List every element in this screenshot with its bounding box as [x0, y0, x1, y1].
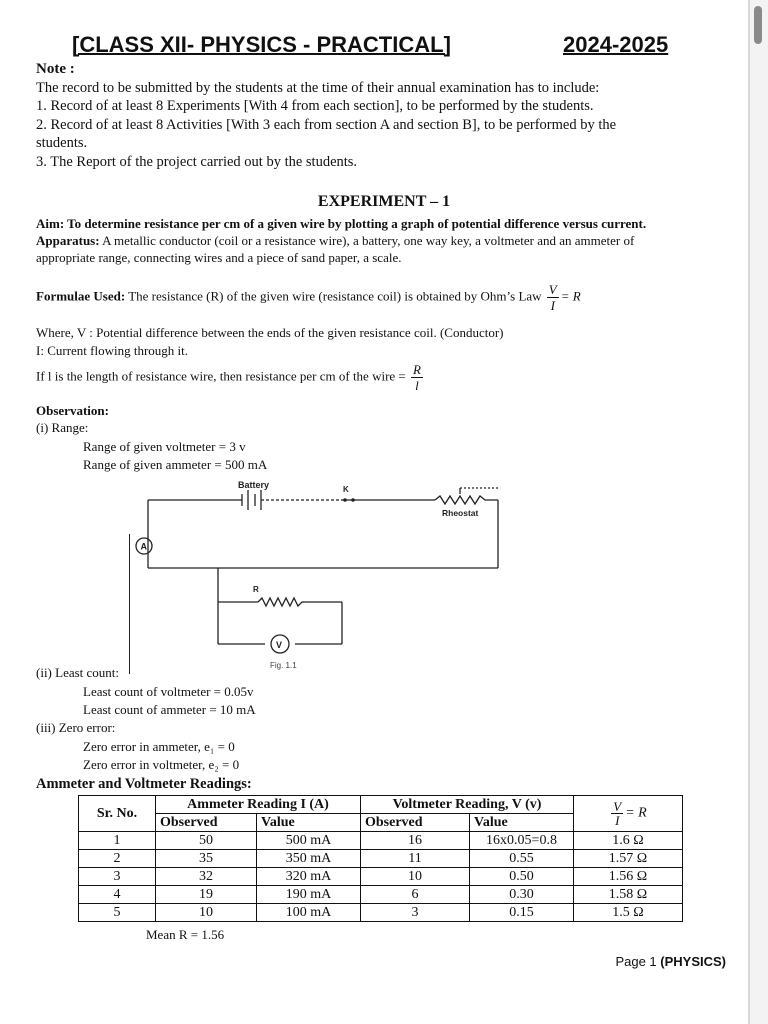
formula-line — [36, 282, 581, 313]
cell-voltmeter-value: 0.50 — [470, 868, 574, 886]
header-ammeter: Ammeter Reading I (A) — [156, 796, 361, 814]
sub-value-voltmeter: Value — [470, 814, 574, 832]
cell-voltmeter-observed: 3 — [361, 904, 470, 922]
table-caption: Ammeter and Voltmeter Readings: — [36, 776, 252, 792]
cell-resistance: 1.5 Ω — [574, 904, 683, 922]
title-text: [CLASS XII- PHYSICS - PRACTICAL] — [72, 32, 451, 57]
cell-sr: 3 — [79, 868, 156, 886]
apparatus-text: A metallic conductor (coil or a resistance wire), a battery, one way key, a voltmeter and an ammeter of — [99, 233, 635, 248]
cell-ammeter-observed: 32 — [156, 868, 257, 886]
scrollbar-thumb[interactable] — [754, 6, 762, 44]
range-label: (i) Range: — [36, 420, 89, 435]
formula-numerator: V — [548, 282, 557, 297]
cell-voltmeter-value: 0.55 — [470, 850, 574, 868]
formula-fraction — [547, 282, 559, 313]
cell-voltmeter-observed: 16 — [361, 832, 470, 850]
cell-voltmeter-observed: 11 — [361, 850, 470, 868]
least-count-label: (ii) Least count: — [36, 665, 120, 680]
cell-ammeter-observed: 35 — [156, 850, 257, 868]
table-row — [79, 904, 683, 922]
cell-ammeter-observed: 50 — [156, 832, 257, 850]
voltmeter-range: Range of given voltmeter = 3 v — [83, 439, 246, 454]
cell-ammeter-observed: 10 — [156, 904, 257, 922]
ammeter-symbol: A — [140, 541, 147, 552]
where-v: Where, V : Potential difference between the ends of the given resistance coil. (Conductor) — [36, 325, 504, 340]
mean-resistance: Mean R = 1.56 — [146, 927, 225, 942]
cell-voltmeter-observed: 10 — [361, 868, 470, 886]
note-intro: The record to be submitted by the students at the time of their annual examination has to include: — [36, 80, 600, 96]
ratio-fraction — [611, 800, 623, 827]
circuit-diagram — [120, 476, 520, 674]
header-ratio — [574, 796, 683, 832]
table-row — [79, 868, 683, 886]
ze-ammeter: Zero error in ammeter, e₁ = 0 — [83, 739, 235, 754]
page-title — [72, 32, 451, 58]
length-denominator: l — [415, 378, 419, 393]
formula-denominator: I — [550, 298, 555, 313]
key-terminal — [343, 498, 347, 502]
ratio-denominator: I — [615, 813, 620, 828]
sub-observed-voltmeter: Observed — [361, 814, 470, 832]
figure-caption: Fig. 1.1 — [270, 661, 297, 670]
ammeter-range: Range of given ammeter = 500 mA — [83, 457, 268, 472]
length-fraction — [411, 362, 423, 393]
formula-text: The resistance (R) of the given wire (resistance coil) is obtained by Ohm’s Law — [125, 288, 545, 304]
header-voltmeter: Voltmeter Reading, V (v) — [361, 796, 574, 814]
margin-rule — [129, 534, 130, 674]
note-label: Note : — [36, 61, 75, 77]
cell-voltmeter-value: 16x0.05=0.8 — [470, 832, 574, 850]
cell-sr: 4 — [79, 886, 156, 904]
apparatus-line-1 — [36, 233, 634, 249]
apparatus-line-2: appropriate range, connecting wires and a piece of sand paper, a scale. — [36, 250, 402, 265]
note-item-1: 1. Record of at least 8 Experiments [With 4 from each section], to be performed by the students. — [36, 98, 594, 114]
cell-ammeter-observed: 19 — [156, 886, 257, 904]
length-line — [36, 362, 425, 393]
cell-ammeter-value: 500 mA — [257, 832, 361, 850]
cell-resistance: 1.6 Ω — [574, 832, 683, 850]
formula-label: Formulae Used: — [36, 288, 126, 304]
experiment-aim: Aim: To determine resistance per cm of a given wire by plotting a graph of potential difference versus current. — [36, 216, 647, 231]
academic-year: 2024-2025 — [563, 32, 669, 57]
page-footer — [615, 954, 726, 969]
scrollbar[interactable] — [748, 0, 768, 1024]
rheostat-label: Rheostat — [442, 508, 479, 518]
cell-ammeter-value: 100 mA — [257, 904, 361, 922]
cell-sr: 5 — [79, 904, 156, 922]
resistor-label: R — [253, 585, 259, 594]
cell-voltmeter-observed: 6 — [361, 886, 470, 904]
battery-label: Battery — [238, 480, 270, 490]
ratio-rhs: = R — [625, 805, 647, 821]
lc-ammeter: Least count of ammeter = 10 mA — [83, 702, 256, 717]
apparatus-label: Apparatus: — [36, 233, 100, 248]
cell-ammeter-value: 350 mA — [257, 850, 361, 868]
ze-voltmeter: Zero error in voltmeter, e₂ = 0 — [83, 757, 240, 772]
cell-resistance: 1.57 Ω — [574, 850, 683, 868]
sub-value-ammeter: Value — [257, 814, 361, 832]
table-row — [79, 850, 683, 868]
header-sr-no: Sr. No. — [79, 796, 156, 832]
table-row — [79, 832, 683, 850]
where-i: I: Current flowing through it. — [36, 343, 189, 358]
table-header-row — [79, 796, 683, 814]
scrollbar-track — [748, 0, 750, 1024]
cell-ammeter-value: 190 mA — [257, 886, 361, 904]
cell-sr: 2 — [79, 850, 156, 868]
note-item-2-cont: students. — [36, 135, 88, 151]
cell-voltmeter-value: 0.30 — [470, 886, 574, 904]
length-text: If l is the length of resistance wire, then resistance per cm of the wire = — [36, 368, 410, 384]
note-item-2: 2. Record of at least 8 Activities [With 3 each from section A and section B], to be performed by the — [36, 117, 617, 133]
cell-sr: 1 — [79, 832, 156, 850]
zero-error-label: (iii) Zero error: — [36, 720, 116, 735]
cell-ammeter-value: 320 mA — [257, 868, 361, 886]
lc-voltmeter: Least count of voltmeter = 0.05v — [83, 684, 254, 699]
cell-voltmeter-value: 0.15 — [470, 904, 574, 922]
key-terminal — [351, 498, 355, 502]
page-subject: (PHYSICS) — [660, 954, 726, 969]
experiment-heading: EXPERIMENT – 1 — [317, 193, 451, 210]
formula-rhs: = R — [560, 288, 581, 304]
readings-table — [78, 795, 683, 922]
note-item-3: 3. The Report of the project carried out by the students. — [36, 154, 358, 170]
cell-resistance: 1.56 Ω — [574, 868, 683, 886]
table-row — [79, 886, 683, 904]
cell-resistance: 1.58 Ω — [574, 886, 683, 904]
length-numerator: R — [413, 362, 421, 377]
sub-observed-ammeter: Observed — [156, 814, 257, 832]
ratio-numerator: V — [613, 799, 622, 814]
observation-label: Observation: — [36, 403, 109, 418]
page-number: Page 1 — [615, 954, 657, 969]
voltmeter-symbol: V — [276, 640, 283, 650]
key-label: K — [343, 485, 349, 494]
